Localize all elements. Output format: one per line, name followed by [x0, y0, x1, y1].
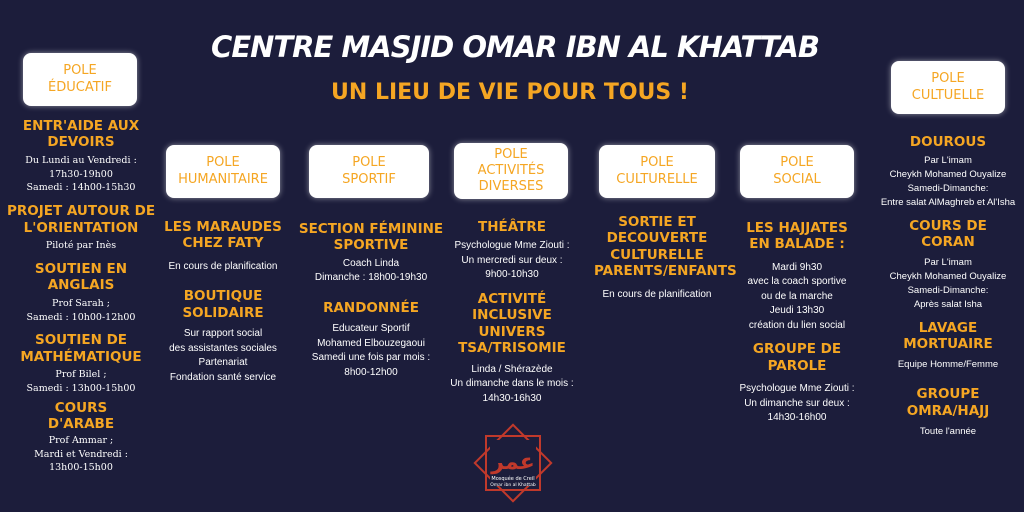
section-text: Cheykh Mohamed Ouyalize [889, 169, 1007, 181]
pole-sportif: POLE SPORTIF [309, 145, 429, 198]
col-activites [443, 219, 581, 406]
col-culturelle [584, 214, 737, 302]
section-text: Par L'imam [924, 257, 972, 269]
section-heading: SECTION FÉMININE SPORTIVE [298, 221, 444, 254]
section-heading: LES MARAUDES CHEZ FATY [164, 219, 282, 252]
section-heading: BOUTIQUE SOLIDAIRE [182, 288, 264, 321]
section-text: Mohamed Elbouzegaoui [317, 337, 425, 349]
col-social [732, 220, 862, 426]
section-text: Linda / Shérazède [471, 363, 553, 375]
section-text: Piloté par Inès [45, 240, 117, 252]
section-text: Un dimanche sur deux : [744, 397, 850, 409]
section-heading: PROJET AUTOUR DE L'ORIENTATION [6, 203, 156, 236]
section-text: avec la coach sportive [747, 276, 847, 288]
section-text: Prof Bilel ; [55, 369, 107, 381]
section-text: Samedi-Dimanche: [907, 183, 989, 194]
section-text: 8h00-12h00 [344, 366, 398, 378]
section-text: Prof Sarah ; [52, 297, 110, 309]
section-text: Un dimanche dans le mois : [450, 378, 574, 390]
logo-star-icon [472, 422, 554, 504]
section-text: Coach Linda [342, 257, 400, 269]
section-text: Du Lundi au Vendredi : [25, 154, 137, 166]
pole-social: POLE SOCIAL [740, 145, 854, 198]
section-text: 9h00-10h30 [485, 269, 539, 281]
section-text: Samedi : 14h00-15h30 [26, 182, 136, 194]
section-text: Cheykh Mohamed Ouyalize [889, 271, 1007, 283]
section-heading: ACTIVITÉ INCLUSIVE UNIVERS TSA/TRISOMIE [458, 290, 566, 357]
section-text: Samedi : 13h00-15h00 [26, 383, 136, 395]
col-cultuelle [872, 134, 1024, 439]
section-text: Psychologue Mme Ziouti : [454, 240, 570, 252]
section-heading: LES HAJJATES EN BALADE : [746, 220, 848, 253]
section-text: création du lien social [748, 319, 846, 331]
section-heading: COURS DE CORAN [909, 217, 987, 250]
section-text: Jeudi 13h30 [769, 305, 825, 317]
logo-line2: Omar ibn al Khattab [490, 483, 536, 488]
section-text: Equipe Homme/Femme [897, 359, 999, 371]
section-text: 14h30-16h30 [482, 392, 542, 404]
pole-educatif: POLE ÉDUCATIF [23, 53, 137, 106]
section-text: Mardi 9h30 [771, 261, 823, 273]
section-heading: COURS D'ARABE [47, 399, 115, 433]
section-text: 14h30-16h00 [767, 412, 827, 424]
pole-culturelle: POLE CULTURELLE [599, 145, 715, 198]
section-text: Toute l'année [919, 426, 977, 438]
section-text: Samedi : 10h00-12h00 [26, 311, 136, 323]
section-text: 17h30-19h00 [49, 168, 113, 180]
section-text: Après salat Isha [913, 298, 983, 310]
section-heading: GROUPE OMRA/HAJJ [906, 386, 990, 419]
section-text: Par L'imam [924, 155, 972, 167]
section-text: Psychologue Mme Ziouti : [739, 383, 855, 395]
section-text: En cours de planification [168, 260, 278, 272]
pole-humanitaire: POLE HUMANITAIRE [166, 145, 280, 198]
pole-cultuelle: POLE CULTUELLE [891, 61, 1005, 114]
section-heading: THÉÂTRE [478, 219, 546, 235]
pole-activites: POLE ACTIVITÉS DIVERSES [454, 143, 568, 199]
section-heading: SORTIE ET DECOUVERTE CULTURELLE PARENTS/ENFANTS [594, 214, 737, 280]
section-text: des assistantes sociales [169, 342, 277, 354]
section-heading: SOUTIEN EN ANGLAIS [34, 260, 128, 294]
section-text: Partenariat [198, 357, 248, 369]
section-text: Dimanche : 18h00-19h30 [314, 272, 428, 284]
section-heading: RANDONNÉE [323, 299, 419, 316]
section-text: Samedi-Dimanche: [907, 285, 989, 296]
section-text: Mardi et Vendredi : [34, 448, 128, 460]
section-heading: ENTR'AIDE AUX DEVOIRS [22, 118, 140, 151]
section-text: Un mercredi sur deux : [461, 254, 563, 266]
col-humanitaire [158, 219, 288, 385]
section-heading: LAVAGE MORTUAIRE [903, 319, 993, 352]
section-text: Samedi une fois par mois : [311, 352, 431, 364]
section-text: Educateur Sportif [332, 323, 410, 335]
mosque-logo [472, 422, 554, 504]
section-text: Sur rapport social [183, 328, 263, 340]
section-text: 13h00-15h00 [49, 462, 113, 474]
page-title: CENTRE MASJID OMAR IBN AL KHATTAB [211, 30, 819, 64]
col-sportif [298, 221, 444, 380]
section-text: ou de la marche [761, 290, 833, 302]
section-heading: GROUPE DE PAROLE [752, 341, 842, 374]
section-text: Prof Ammar ; [48, 434, 114, 446]
section-text: Fondation santé service [169, 371, 277, 383]
section-text: Entre salat AlMaghreb et Al'Isha [880, 196, 1016, 208]
col-educatif [6, 118, 156, 475]
section-heading: SOUTIEN DE MATHÉMATIQUE [20, 332, 142, 365]
page-subtitle: UN LIEU DE VIE POUR TOUS ! [331, 80, 689, 105]
logo-line1: Mosquée de Creil [491, 476, 535, 482]
section-heading: DOUROUS [909, 134, 987, 150]
logo-arabic: عمر [491, 450, 535, 475]
section-text: En cours de planification [602, 288, 712, 300]
